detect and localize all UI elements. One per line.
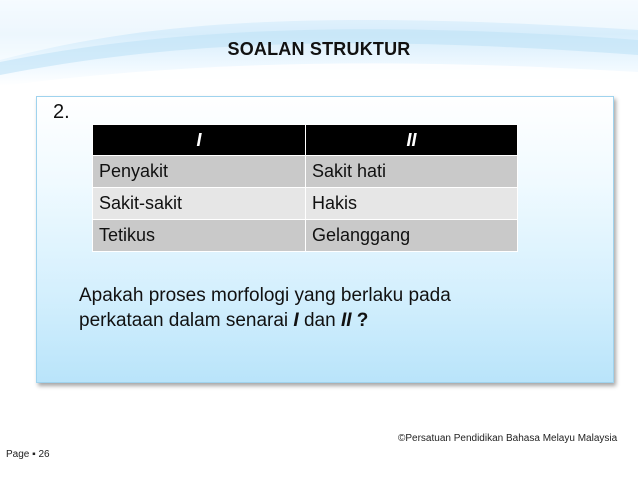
table-cell: Sakit hati	[306, 156, 518, 188]
copyright-text: ©Persatuan Pendidikan Bahasa Melayu Malaysia	[398, 433, 618, 444]
content-box	[36, 96, 614, 383]
question-conjunction: dan	[298, 310, 341, 331]
column-header-ii: II	[306, 125, 518, 156]
question-mark: ?	[351, 310, 369, 331]
term-i: I	[293, 310, 299, 331]
table-row	[93, 220, 518, 252]
table-cell: Tetikus	[93, 220, 306, 252]
page-indicator	[6, 449, 50, 460]
question-line-2	[79, 308, 599, 333]
table-header-row	[93, 125, 518, 156]
term-ii: II	[340, 310, 352, 331]
page-label: Page	[6, 449, 30, 460]
question-text	[79, 283, 599, 333]
table-cell: Hakis	[306, 188, 518, 220]
table-cell: Sakit-sakit	[93, 188, 306, 220]
column-header-i: I	[93, 125, 306, 156]
question-line-2-prefix: perkataan dalam senarai	[79, 310, 294, 331]
bullet-icon: ▪	[32, 449, 36, 460]
slide-title: SOALAN STRUKTUR	[227, 39, 411, 59]
table-row	[93, 188, 518, 220]
table-cell: Gelanggang	[306, 220, 518, 252]
word-table	[92, 124, 518, 252]
page-number: 26	[38, 449, 50, 460]
table-cell: Penyakit	[93, 156, 306, 188]
question-line-1: Apakah proses morfologi yang berlaku pada	[79, 285, 451, 306]
question-number: 2.	[53, 101, 70, 123]
header-band	[0, 0, 638, 86]
table-row	[93, 156, 518, 188]
